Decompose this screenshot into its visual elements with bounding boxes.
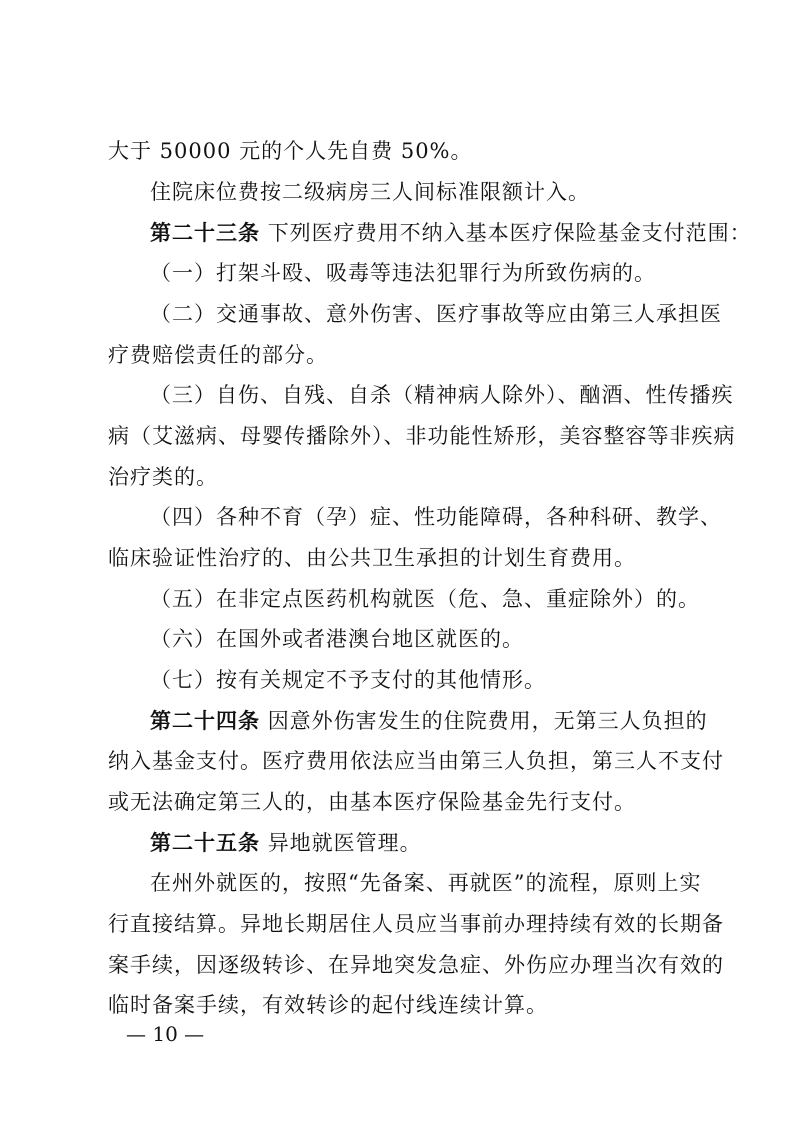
article-text: 下列医疗费用不纳入基本医疗保险基金支付范围： (267, 221, 752, 245)
text-line: 临时备案手续，有效转诊的起付线连续计算。 (108, 993, 548, 1017)
article-24-line (150, 706, 750, 736)
text-line: 治疗类的。 (108, 465, 218, 489)
page-number: — 10 — (126, 1022, 205, 1046)
article-heading: 第二十三条 (150, 221, 260, 245)
article-text: 异地就医管理。 (267, 831, 422, 855)
text-line: 行直接结算。异地长期居住人员应当事前办理持续有效的长期备 (108, 912, 724, 936)
text-line: 纳入基金支付。医疗费用依法应当由第三人负担，第三人不支付 (108, 749, 724, 773)
article-23-line (150, 218, 750, 248)
text-line: 住院床位费按二级病房三人间标准限额计入。 (150, 180, 590, 204)
text-line: 临床验证性治疗的、由公共卫生承担的计划生育费用。 (108, 546, 636, 570)
text-line: （六）在国外或者港澳台地区就医的。 (150, 627, 524, 651)
text-line: 在州外就医的，按照“先备案、再就医”的流程，原则上实 (150, 871, 702, 895)
article-text: 因意外伤害发生的住院费用，无第三人负担的 (267, 709, 708, 733)
text-line: 大于 50000 元的个人先自费 50%。 (108, 139, 473, 163)
text-line: （五）在非定点医药机构就医（危、急、重症除外）的。 (150, 587, 700, 611)
text-line: （二）交通事故、意外伤害、医疗事故等应由第三人承担医 (150, 302, 722, 326)
article-heading: 第二十五条 (150, 831, 260, 855)
text-line: 案手续，因逐级转诊、在异地突发急症、外伤应办理当次有效的 (108, 953, 724, 977)
article-heading: 第二十四条 (150, 709, 260, 733)
text-line: 疗费赔偿责任的部分。 (108, 343, 328, 367)
text-line: （七）按有关规定不予支付的其他情形。 (150, 668, 546, 692)
text-line: （一）打架斗殴、吸毒等违法犯罪行为所致伤病的。 (150, 261, 656, 285)
article-25-line (150, 828, 750, 858)
text-line: （四）各种不育（孕）症、性功能障碍，各种科研、教学、 (150, 505, 722, 529)
text-line: （三）自伤、自残、自杀（精神病人除外）、酗酒、性传播疾 (150, 383, 734, 407)
text-line: 病（艾滋病、母婴传播除外）、非功能性矫形，美容整容等非疾病 (108, 424, 736, 448)
text-line: 或无法确定第三人的，由基本医疗保险基金先行支付。 (108, 790, 636, 814)
